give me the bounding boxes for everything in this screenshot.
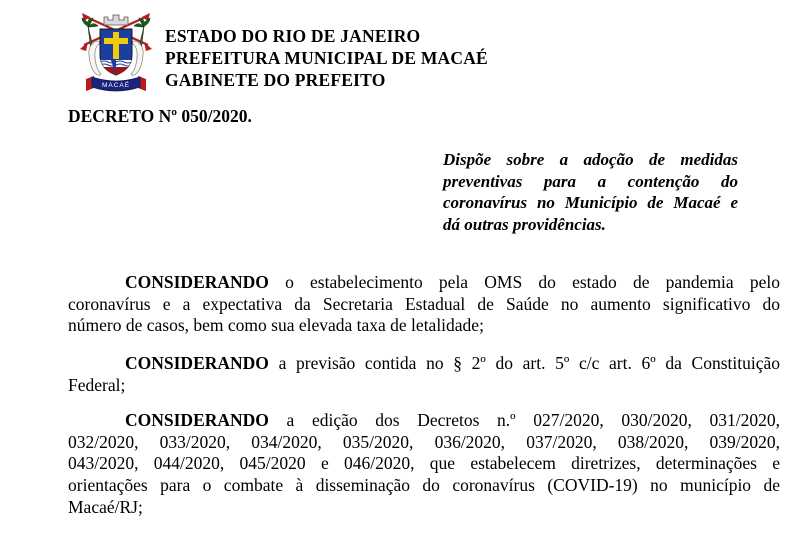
body-line: 043/2020, 044/2020, 045/2020 e 046/2020, que estabelecem diretrizes, determinações e <box>68 453 780 474</box>
body-line: CONSIDERANDO a edição dos Decretos n.º 027/2020, 030/2020, 031/2020, <box>125 410 780 430</box>
ementa-line: coronavírus no Município de Macaé e <box>443 193 738 213</box>
paragraph <box>68 410 780 519</box>
body-line: 032/2020, 033/2020, 034/2020, 035/2020, 036/2020, 037/2020, 038/2020, 039/2020, <box>68 431 780 452</box>
body-line: coronavírus e a expectativa da Secretaria Estadual de Saúde no aumento significativo do <box>68 293 780 314</box>
letterhead-line-state: ESTADO DO RIO DE JANEIRO <box>165 26 421 46</box>
considerando-label: CONSIDERANDO <box>125 353 269 373</box>
body-line: Macaé/RJ; <box>68 496 143 517</box>
ementa-line: dá outras providências. <box>443 215 606 235</box>
body-line: Federal; <box>68 374 126 395</box>
crest-banner-text: MACAÉ <box>101 82 131 89</box>
body-line: CONSIDERANDO a previsão contida no § 2º do art. 5º c/c art. 6º da Constituição <box>125 353 780 373</box>
ementa-line: Dispõe sobre a adoção de medidas <box>443 150 738 169</box>
decree-title: DECRETO Nº 050/2020. <box>68 106 252 126</box>
letterhead-line-office: GABINETE DO PREFEITO <box>165 70 386 90</box>
considerando-label: CONSIDERANDO <box>125 272 269 292</box>
letterhead-line-municipality: PREFEITURA MUNICIPAL DE MACAÉ <box>165 48 488 68</box>
considerando-label: CONSIDERANDO <box>125 410 269 430</box>
paragraph <box>68 353 780 396</box>
paragraph <box>68 272 780 337</box>
body-line: CONSIDERANDO o estabelecimento pela OMS do estado de pandemia pelo <box>125 272 780 292</box>
body-line: número de casos, bem como sua elevada taxa de letalidade; <box>68 315 484 336</box>
ementa-line: preventivas para a contenção do <box>443 171 738 191</box>
body-line: orientações para o combate à disseminação do coronavírus (COVID-19) no município de <box>68 475 780 496</box>
